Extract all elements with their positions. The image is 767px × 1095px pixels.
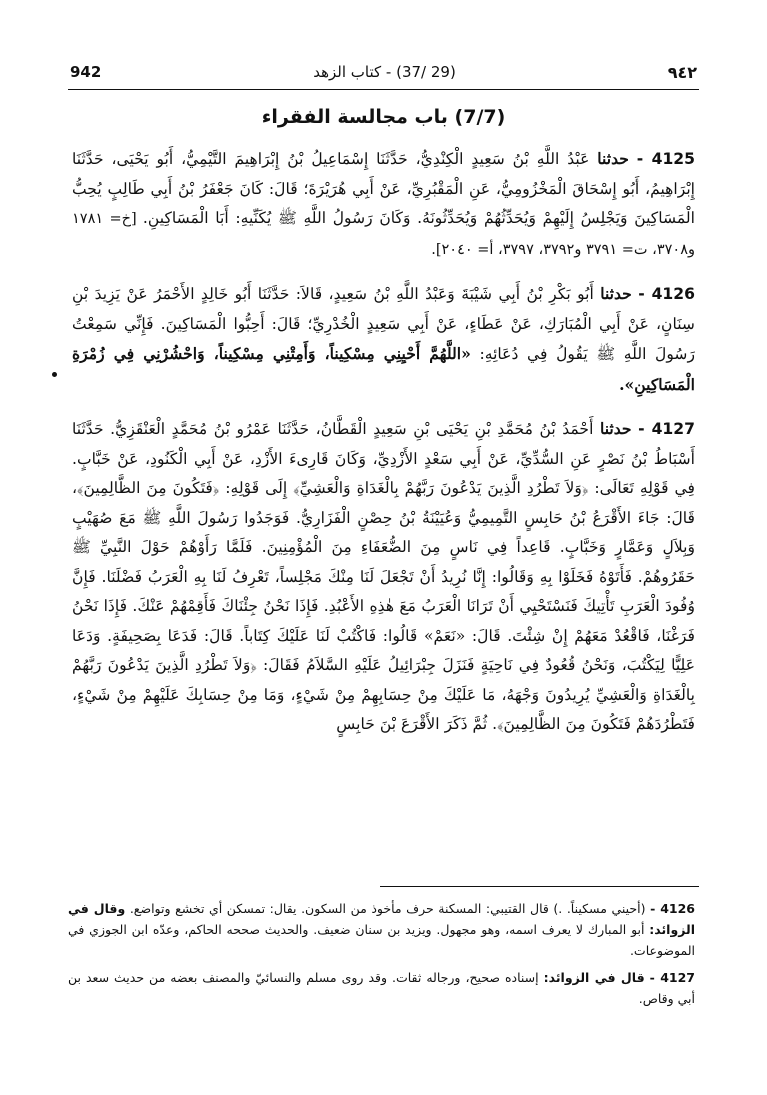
hadith-text: عَبْدُ اللَّهِ بْنُ سَعِيدٍ الْكِنْدِيُّ، حَدَّثَنَا إِسْمَاعِيلُ بْنُ إِبْرَاهِيمَ التَّيْمِيُّ، أَبُو يَحْيَى، حَدَّثَنَا إِبْرَاهِيمُ، أَبُو إِسْحَاقَ الْمَخْزُومِيُّ، عَنِ الْمَقْبُرِيِّ، عَنْ أَبِي هُرَيْرَةَ؛ قَالَ: كَانَ جَعْفَرُ بْنُ أَبِي طَالِبٍ يُحِبُّ الْمَسَاكِينَ وَيَجْلِسُ إِلَيْهِمْ وَيُحَدِّثُهُمْ وَيُحَدِّثُونَهُ. وَكَانَ رَسُولُ اللَّهِ ﷺ يُكَنِّيهِ: أَبَا الْمَسَاكِينِ.	[72, 150, 695, 227]
hadith-4126	[72, 279, 695, 400]
hadith-lead: حدثنا	[600, 284, 632, 303]
footnote-number: 4126 -	[650, 901, 695, 916]
hadith-4127	[72, 414, 695, 740]
hadith-prophetic-saying: «اللَّهُمَّ أَحْيِنِي مِسْكِيناً، وَأَمِتْنِي مِسْكِيناً، وَاحْشُرْنِي فِي زُمْرَةِ الْمَسَاكِينِ».	[72, 344, 695, 394]
footnote-4126	[68, 898, 695, 961]
main-text	[72, 144, 695, 740]
hadith-text: أَبُو بَكْرِ بْنُ أَبِي شَيْبَةَ وَعَبْدُ اللَّهِ بْنُ سَعِيدٍ، قَالاَ: حَدَّثَنَا أَبُو خَالِدٍ الأَحْمَرُ عَنْ يَزِيدَ بْنِ سِنَانٍ، عَنْ أَبِي الْمُبَارَكِ، عَنْ عَطَاءٍ، عَنْ أَبِي سَعِيدٍ الْخُدْرِيِّ؛ قَالَ: أَحِبُّوا الْمَسَاكِينَ. فَإِنِّي سَمِعْتُ رَسُولَ اللَّهِ ﷺ يَقُولُ فِي دُعَائِهِ:	[72, 285, 696, 363]
footnote-text-2: أبو المبارك لا يعرف اسمه، وهو مجهول. ويزيد بن سنان ضعيف. والحديث صححه الحاكم، وعدّه ابن الجوزي في الموضوعات.	[68, 922, 695, 958]
page-number-arabic: ٩٤٢	[667, 62, 697, 82]
footnote-lead: قال في الزوائد:	[543, 970, 645, 985]
footnote-rule	[380, 886, 699, 887]
hadith-4125	[72, 144, 695, 265]
page-header	[70, 56, 697, 88]
footnote-text: إسناده صحيح، ورجاله ثقات. وقد روى مسلم والنسائيّ والمصنف بعضه من حديث سعد بن أبي وقاص.	[68, 970, 695, 1006]
running-title: (29 /37) - كتاب الزهد	[313, 63, 456, 81]
footnotes	[68, 898, 695, 1015]
footnote-4127	[68, 967, 695, 1009]
hadith-reference: [خ= ١٧٨١ و٣٧٠٨، ت= ٣٧٩١ و٣٧٩٢، ٣٧٩٧، أ= ٢٠٤٠].	[72, 211, 695, 258]
hadith-text: أَحْمَدُ بْنُ مُحَمَّدِ بْنِ يَحْيَى بْنِ سَعِيدٍ الْقَطَّانُ، حَدَّثَنَا عَمْرُو بْنُ مُحَمَّدٍ الْعَنْقَزِيُّ. حَدَّثَنَا أَسْبَاطُ بْنُ نَصْرٍ عَنِ السُّدِّيِّ، عَنْ أَبِي سَعْدٍ الأَزْدِيِّ، وَكَانَ قَارِىءَ الأَزْدِ، عَنْ أَبِي الْكَنُودِ، عَنْ خَبَّابٍ. فِي قَوْلِهِ تَعَالَى: ﴿وَلاَ تَطْرُدِ الَّذِينَ يَدْعُونَ رَبَّهُمْ بِالْغَدَاةِ وَالْعَشِيِّ﴾ إِلَى قَوْلِهِ: ﴿فَتَكُونَ مِنَ الظَّالِمِينَ﴾، قَالَ: جَاءَ الأَقْرَعُ بْنُ حَابِسٍ التَّمِيمِيُّ وَعُيَيْنَةُ بْنُ حِصْنٍ الْفَزَارِيُّ. فَوَجَدُوا رَسُولَ اللَّهِ ﷺ مَعَ صُهَيْبٍ وَبِلاَلٍ وَعَمَّارٍ وَخَبَّابٍ. قَاعِداً فِي نَاسٍ مِنَ الضُّعَفَاءِ مِنَ الْمُؤْمِنِينَ. فَلَمَّا رَأَوْهُمْ حَوْلَ النَّبِيِّ ﷺ حَقَرُوهُمْ. فَأَتَوْهُ فَخَلَوْا بِهِ وَقَالُوا: إِنَّا نُرِيدُ أَنْ تَجْعَلَ لَنَا مِنْكَ مَجْلِساً، تَعْرِفُ لَنَا بِهِ الْعَرَبُ فَضْلَنَا. فَإِنَّ وُفُودَ الْعَرَبِ تَأْتِيكَ فَنَسْتَحْيِي أَنْ تَرَانَا الْعَرَبُ مَعَ هٰذِهِ الأَعْبُدِ. فَإِذَا نَحْنُ جِئْنَاكَ فَأَقِمْهُمْ عَنْكَ. فَإِذَا نَحْنُ فَرَغْنَا، فَاقْعُدْ مَعَهُمْ إِنْ شِئْتَ. قَالَ: «نَعَمْ» قَالُوا: فَاكْتُبْ لَنَا عَلَيْكَ كِتَاباً. قَالَ: فَدَعَا بِصَحِيفَةٍ. وَدَعَا عَلِيًّا لِيَكْتُبَ، وَنَحْنُ قُعُودٌ فِي نَاحِيَةٍ فَنَزَلَ جِبْرَائِيلُ عَلَيْهِ السَّلاَمُ فَقَالَ: ﴿وَلاَ تَطْرُدِ الَّذِينَ يَدْعُونَ رَبَّهُمْ بِالْغَدَاةِ وَالْعَشِيِّ يُرِيدُونَ وَجْهَهُ، مَا عَلَيْكَ مِنْ حِسَابِهِمْ مِنْ شَيْءٍ، وَمَا مِنْ حِسَابِكَ عَلَيْهِمْ مِنْ شَيْءٍ، فَتَطْرُدَهُمْ فَتَكُونَ مِنَ الظَّالِمِينَ﴾. ثُمَّ ذَكَرَ الأَقْرَعَ بْنَ حَابِسٍ	[72, 420, 695, 733]
margin-dot-marker	[52, 372, 57, 377]
footnote-lead: وقال في الزوائد:	[68, 901, 695, 937]
footnote-text: (أحيني مسكيناً. .) قال القتيبي: المسكنة حرف مأخوذ من السكون. يقال: تمسكن أي تخشع وتواضع.	[125, 901, 651, 916]
hadith-lead: حدثنا	[599, 419, 632, 438]
footnote-number: 4127 -	[649, 970, 695, 985]
hadith-number: 4125 -	[636, 150, 695, 168]
header-rule	[68, 89, 699, 90]
hadith-number: 4127 -	[638, 420, 695, 438]
hadith-number: 4126 -	[638, 285, 695, 303]
chapter-title: (7/7) باب مجالسة الفقراء	[261, 106, 506, 128]
hadith-lead: حدثنا	[597, 149, 629, 168]
page-number-latin: 942	[70, 63, 102, 81]
